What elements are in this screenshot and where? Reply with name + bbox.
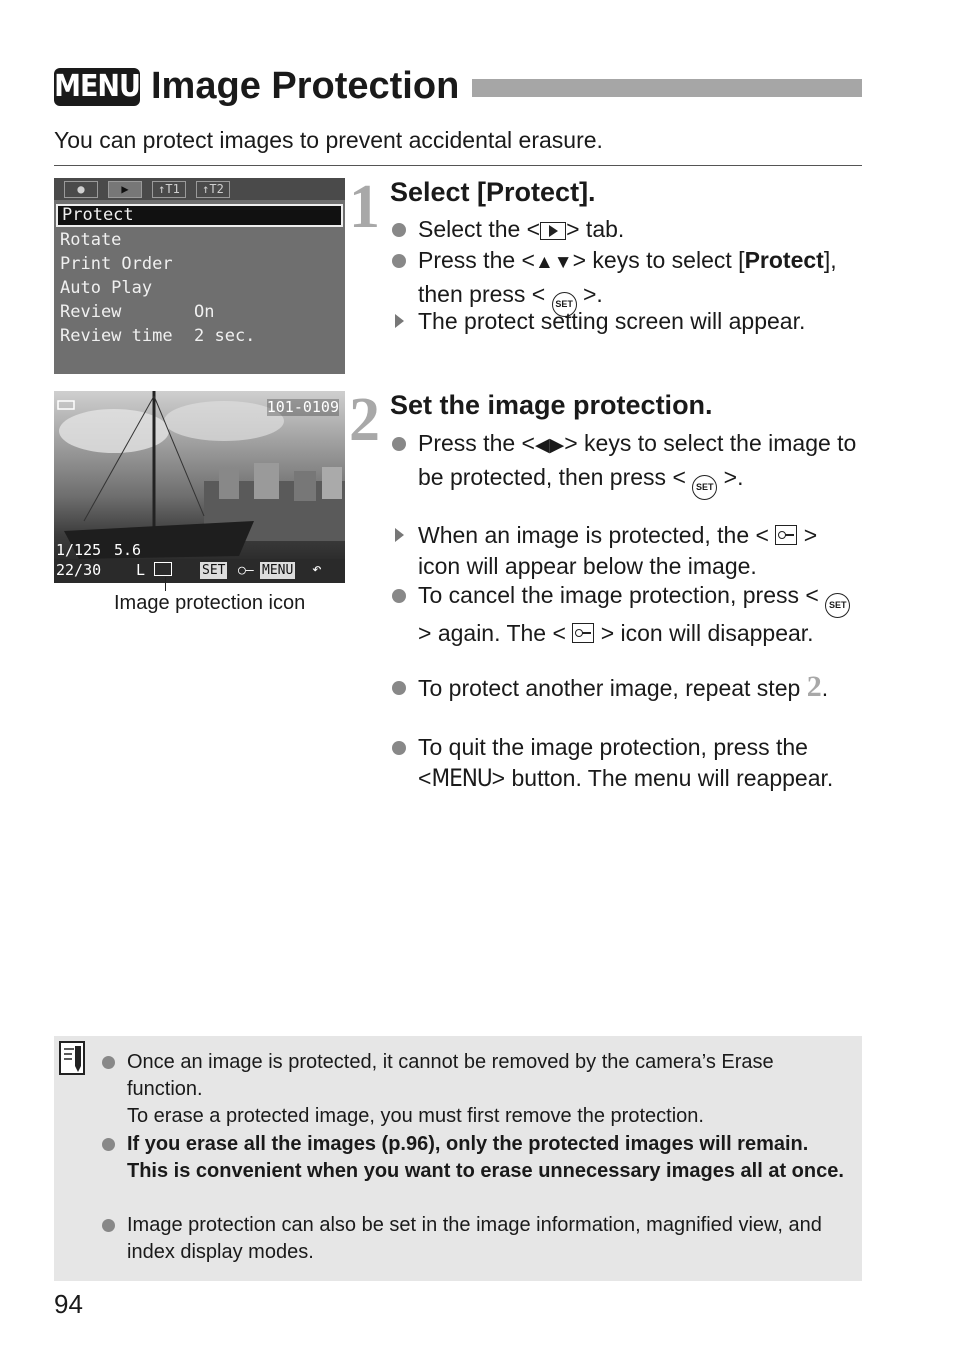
menu-row-auto-play: Auto Play xyxy=(60,278,153,298)
bullet-icon xyxy=(102,1219,115,1232)
bullet-icon xyxy=(392,223,406,237)
menu-tab-bar xyxy=(54,178,345,200)
note-item-1: Once an image is protected, it cannot be removed by the camera’s Erase function. To erase a protected image, you must first remove the protection. xyxy=(102,1049,852,1130)
step-2-bullet-4: To quit the image protection, press the <MENU> button. The menu will reappear. xyxy=(390,732,860,793)
note-item-3: Image protection can also be set in the image information, magnified view, and index display modes. xyxy=(102,1212,852,1266)
step-reference: 2 xyxy=(806,670,822,703)
step-1-title: Select [Protect]. xyxy=(390,177,596,207)
step-number-1: 1 xyxy=(349,173,380,241)
menu-screen-image xyxy=(54,178,345,374)
image-caption: Image protection icon xyxy=(114,592,306,614)
image-counter: 22/30 xyxy=(56,561,102,579)
bullet-icon xyxy=(392,254,406,268)
step-2-bullet-3: To protect another image, repeat step 2. xyxy=(390,672,860,704)
note-box xyxy=(54,1036,862,1281)
bullet-icon xyxy=(392,681,406,695)
arrow-right-icon xyxy=(395,314,404,328)
setup1-tab-icon: ↑T1 xyxy=(152,181,186,198)
protect-key-icon xyxy=(775,525,797,545)
step-1-bullet-1: Select the < > tab. xyxy=(390,214,860,245)
set-button-icon: SET xyxy=(552,292,577,317)
key-icon: ○— xyxy=(238,563,254,578)
callout-line xyxy=(165,577,166,591)
step-2-title: Set the image protection. xyxy=(390,390,713,420)
title-decoration-bar xyxy=(472,79,862,97)
bullet-icon xyxy=(102,1138,115,1151)
bullet-icon xyxy=(392,589,406,603)
file-number: 101-0109 xyxy=(266,398,339,416)
bullet-icon xyxy=(392,437,406,451)
setup2-tab-icon: ↑T2 xyxy=(196,181,230,198)
divider xyxy=(54,165,862,166)
menu-row-review-time: Review time 2 sec. xyxy=(60,326,256,346)
menu-button-label: MENU xyxy=(262,563,294,578)
bullet-icon xyxy=(392,741,406,755)
set-button-icon: SET xyxy=(692,475,717,500)
menu-row-print-order: Print Order xyxy=(60,254,173,274)
menu-badge: MENU xyxy=(54,69,140,104)
step-2-bullet-1: Press the <◀▶> keys to select the image to be protected, then press < SET >. xyxy=(390,428,860,500)
camera-tab-icon: ● xyxy=(64,181,98,198)
step-1-bullet-2: Press the <▲▼> keys to select [Protect], then press < SET >. xyxy=(390,245,860,317)
return-icon: ↶ xyxy=(312,559,322,578)
step-number-2: 2 xyxy=(349,386,380,454)
note-pencil-icon xyxy=(58,1040,86,1076)
menu-row-review: Review On xyxy=(60,302,215,322)
set-button-label: SET xyxy=(202,563,226,578)
protected-image-screen xyxy=(54,391,345,583)
protect-key-icon xyxy=(572,623,594,643)
playback-icon xyxy=(540,222,566,240)
intro-text: You can protect images to prevent accidental erasure. xyxy=(54,127,603,153)
aperture-value: 5.6 xyxy=(114,541,142,559)
step-2-result: When an image is protected, the < > icon will appear below the image. xyxy=(390,520,860,581)
bullet-icon xyxy=(102,1056,115,1069)
protect-icon xyxy=(154,562,172,576)
set-button-icon: SET xyxy=(825,593,850,618)
step-2-bullet-2: To cancel the image protection, press < SET > again. The < > icon will disappear. xyxy=(390,580,860,649)
menu-row-protect: Protect xyxy=(56,204,343,227)
step-1-result: The protect setting screen will appear. xyxy=(390,306,860,337)
arrow-right-icon xyxy=(395,528,404,542)
shutter-speed: 1/125 xyxy=(56,541,102,559)
up-down-keys-icon: ▲▼ xyxy=(534,252,573,273)
left-right-keys-icon: ◀▶ xyxy=(534,435,565,456)
note-item-2: If you erase all the images (p.96), only the protected images will remain. This is convenient when you want to erase unnecessary images all at once. xyxy=(102,1131,852,1185)
page-title: Image Protection xyxy=(151,65,460,107)
menu-button-word: MENU xyxy=(431,763,492,792)
page-number: 94 xyxy=(54,1289,83,1319)
menu-row-rotate: Rotate xyxy=(60,230,122,250)
quality-indicator: L xyxy=(136,561,146,579)
playback-tab-icon: ▶ xyxy=(108,181,142,198)
